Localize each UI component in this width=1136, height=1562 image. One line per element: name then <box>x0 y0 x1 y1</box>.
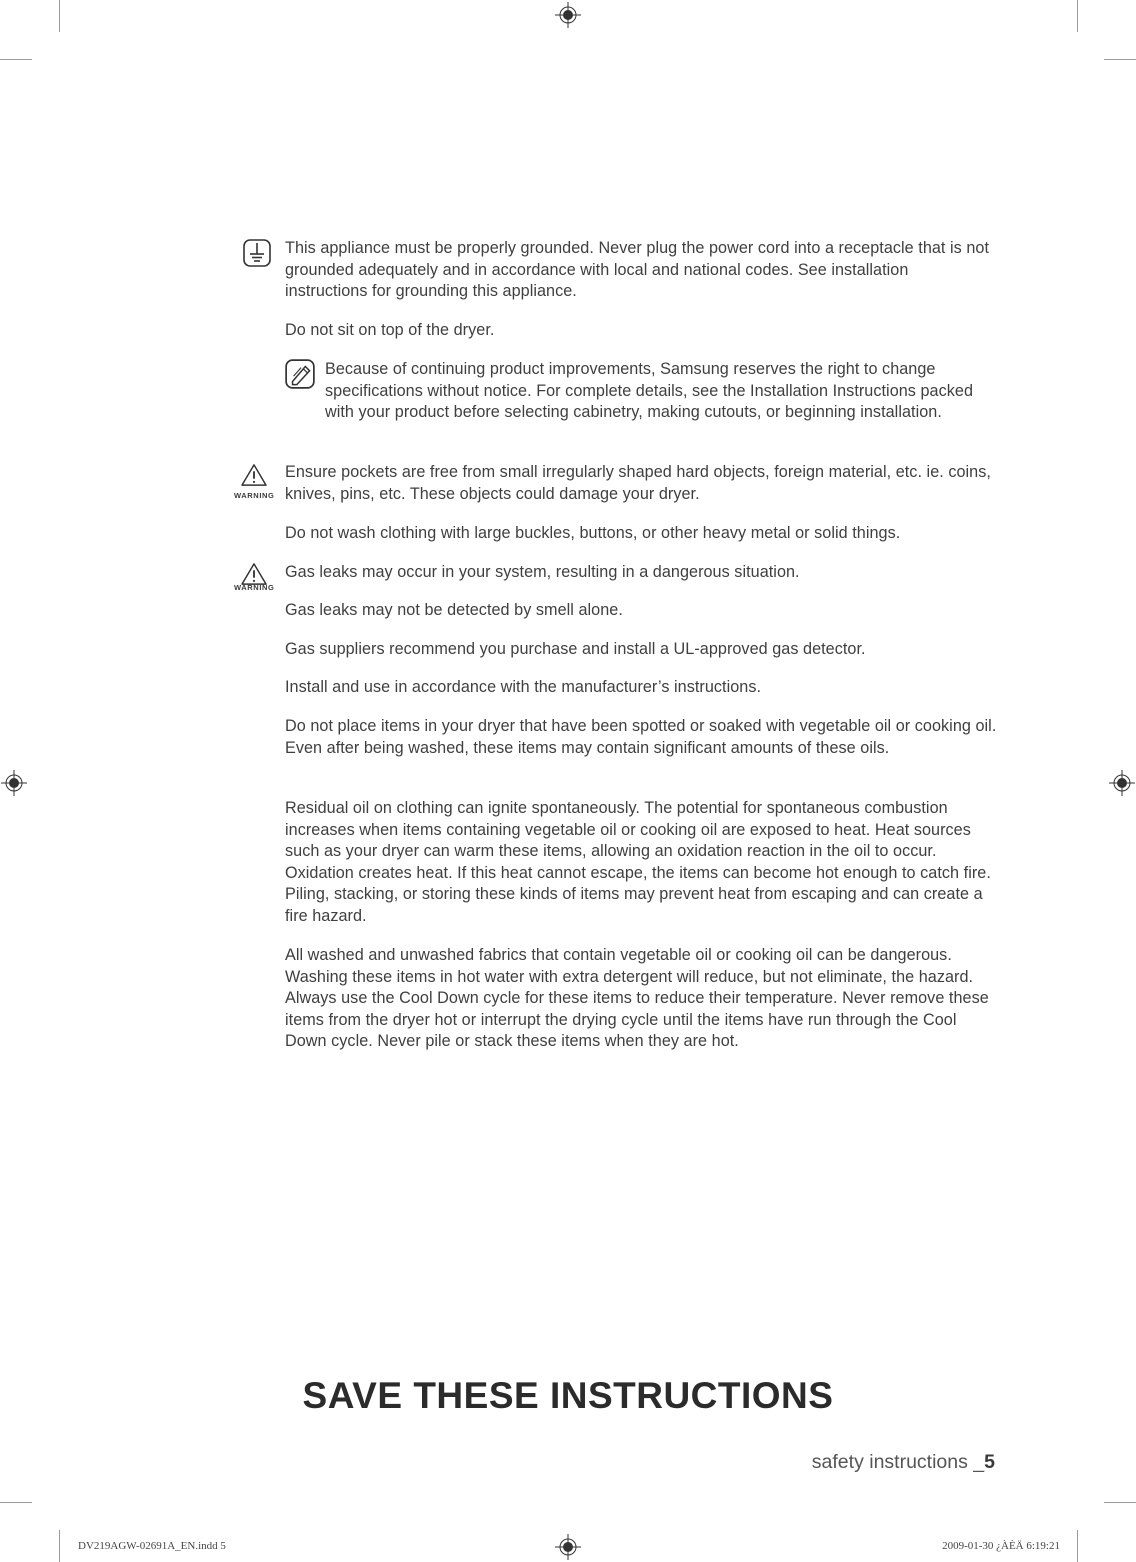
install-use-text: Install and use in accordance with the manufacturer’s instructions. <box>285 678 762 696</box>
no-sit-text: Do not sit on top of the dryer. <box>285 321 495 339</box>
crop-mark <box>1104 59 1136 60</box>
imprint-timestamp: 2009-01-30 ¿ÀÈÄ 6:19:21 <box>942 1540 1060 1552</box>
buckles-text: Do not wash clothing with large buckles, buttons, or other heavy metal or solid things. <box>285 524 901 542</box>
imprint-file: DV219AGW-02691A_EN.indd 5 <box>78 1540 226 1552</box>
crop-mark <box>59 0 60 32</box>
warning-label: WARNING <box>234 491 275 500</box>
gas-leaks-text: Gas leaks may occur in your system, resulting in a dangerous situation. <box>285 563 800 581</box>
note-text: Because of continuing product improvements, Samsung reserves the right to change specifications without notice. For complete details, see the Installation Instructions packed with your product before selecting cabinetry, making cutouts, or beginning installation. <box>325 360 973 422</box>
registration-mark-icon <box>554 1533 582 1561</box>
oil-items-text: Do not place items in your dryer that have been spotted or soaked with vegetable oil or cooking oil. Even after being washed, these items may contain significant amounts of these oils. <box>285 717 997 757</box>
page-number: 5 <box>984 1451 995 1473</box>
crop-mark <box>0 1502 32 1503</box>
residual-oil-text: Residual oil on clothing can ignite spontaneously. The potential for spontaneous combustion increases when items containing vegetable oil or cooking oil are exposed to heat. Heat sources such as your dryer can warm these items, allowing an oxidation reaction in the oil to occur. Oxidation creates heat. If this heat cannot escape, the items can become hot enough to catch fire. Piling, stacking, or storing these kinds of items may prevent heat from escaping and can create a fire hazard. <box>285 799 991 925</box>
page-footer <box>812 1451 995 1474</box>
crop-mark <box>1077 1530 1078 1562</box>
registration-mark-icon <box>0 769 28 797</box>
note-icon <box>284 358 316 390</box>
registration-mark-icon <box>1108 769 1136 797</box>
gas-smell-text: Gas leaks may not be detected by smell alone. <box>285 601 623 619</box>
gas-detector-text: Gas suppliers recommend you purchase and install a UL-approved gas detector. <box>285 640 866 658</box>
footer-section: safety instructions _ <box>811 1451 985 1473</box>
crop-mark <box>59 1530 60 1562</box>
pockets-text: Ensure pockets are free from small irregularly shaped hard objects, foreign material, etc. ie. coins, knives, pins, etc. These objects could damage your dryer. <box>285 463 991 503</box>
crop-mark <box>1077 0 1078 32</box>
registration-mark-icon <box>554 1 582 29</box>
ground-icon <box>242 238 272 268</box>
warning-label: WARNING <box>234 583 275 592</box>
crop-mark <box>1104 1502 1136 1503</box>
crop-mark <box>0 59 32 60</box>
warning-icon <box>240 463 268 487</box>
fabrics-text: All washed and unwashed fabrics that contain vegetable oil or cooking oil can be dangerous. Washing these items in hot water with extra detergent will reduce, but not eliminate, the hazard. Always use the Cool Down cycle for these items to reduce their temperature. Never remove these items from the dryer hot or interrupt the drying cycle until the items have run through the Cool Down cycle. Never pile or stack these items when they are hot. <box>285 946 989 1051</box>
grounding-text: This appliance must be properly grounded. Never plug the power cord into a receptacle that is not grounded adequately and in accordance with local and national codes. See installation instructions for grounding this appliance. <box>285 239 990 301</box>
save-instructions-heading: SAVE THESE INSTRUCTIONS <box>302 1375 834 1416</box>
